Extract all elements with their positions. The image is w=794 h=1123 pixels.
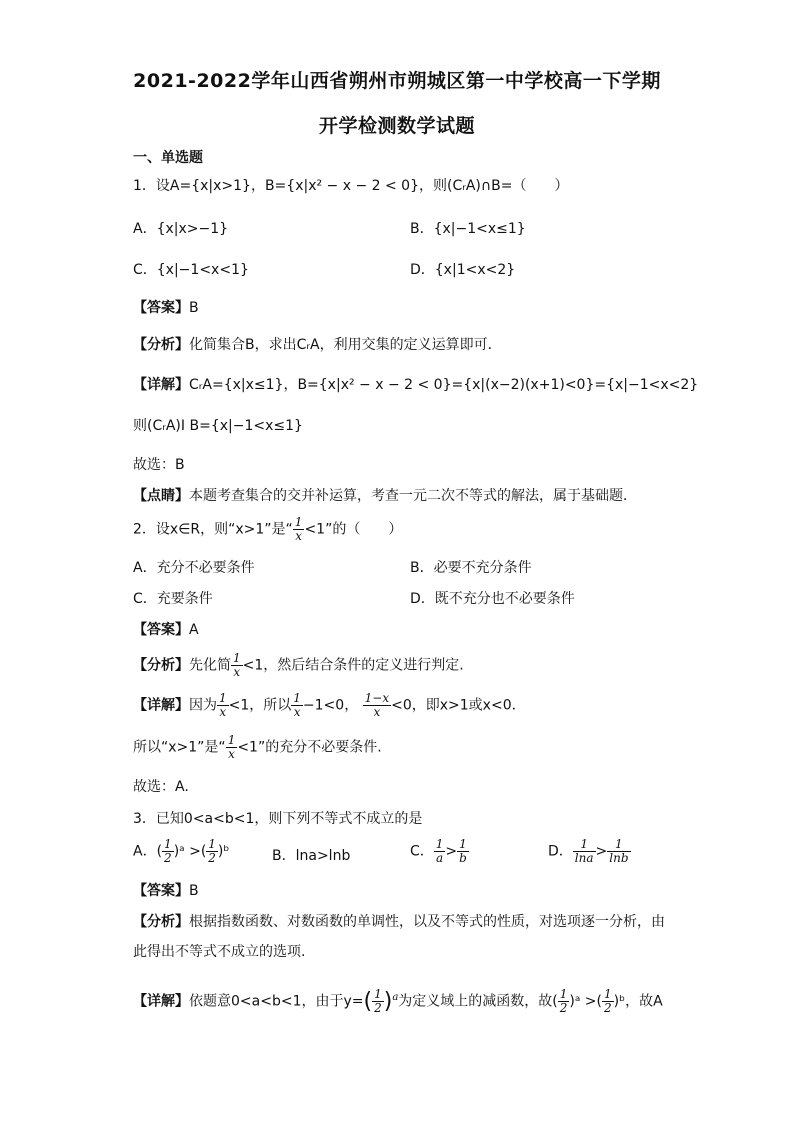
- q1-answer: [133, 297, 199, 317]
- answer-value: B: [189, 883, 199, 899]
- analysis-text: 化简集合B，求出CᵣA，利用交集的定义运算即可．: [189, 337, 502, 353]
- detail-text-b: <1，所以: [228, 697, 292, 714]
- paren-open: (: [363, 989, 373, 1014]
- fraction-denominator: 2: [374, 1001, 382, 1015]
- fraction-denominator: 2: [208, 851, 216, 865]
- fraction-denominator: b: [459, 851, 467, 865]
- fraction-denominator: x: [228, 747, 235, 761]
- q2-conclusion: 故选：A.: [133, 779, 189, 795]
- q2-option-d: D．既不充分也不必要条件: [410, 591, 575, 607]
- option-c-mid: >: [445, 843, 458, 860]
- fraction-numerator: 1: [164, 837, 172, 851]
- q2-analysis: [133, 652, 464, 679]
- fraction-numerator: 1−x: [364, 691, 390, 705]
- q2-stem-suffix: <1”的（ ）: [304, 521, 403, 538]
- paren-close: ): [383, 989, 393, 1014]
- fraction-numerator: 1: [219, 691, 227, 705]
- fraction-1-over-2: [558, 988, 570, 1015]
- q2-option-c: C．充要条件: [133, 591, 213, 607]
- document-title-line2: 开学检测数学试题: [318, 115, 475, 137]
- fraction-1-over-lnb: [607, 838, 630, 865]
- fraction-numerator: 1: [604, 987, 612, 1001]
- fraction-1-over-2: [372, 988, 384, 1015]
- answer-tag: 【答案】: [133, 300, 189, 316]
- detail-tag: 【详解】: [133, 377, 189, 393]
- fraction-denominator: lna: [574, 851, 594, 865]
- q3-option-b: B．lna>lnb: [272, 848, 351, 864]
- q2-option-b: B．必要不充分条件: [410, 560, 532, 576]
- answer-value: B: [189, 300, 199, 316]
- detail2-prefix: 所以“x>1”是“: [133, 739, 226, 756]
- fraction-denominator: a: [436, 851, 444, 865]
- document-title-line1: 2021-2022学年山西省朔州市朔城区第一中学校高一下学期: [133, 70, 661, 92]
- option-a-prefix: A．(: [133, 843, 163, 860]
- q2-option-a: A．充分不必要条件: [133, 560, 255, 576]
- fraction-1-over-a: [434, 838, 446, 865]
- fraction-denominator: 2: [164, 851, 172, 865]
- fraction-1-over-x: [217, 692, 229, 719]
- detail-text-c: −1<0，: [302, 697, 359, 714]
- analysis-text-suffix: <1，然后结合条件的定义进行判定.: [242, 657, 464, 674]
- fraction-numerator: 1: [457, 838, 469, 852]
- fraction-denominator: 2: [604, 1001, 612, 1015]
- answer-tag: 【答案】: [133, 883, 189, 899]
- fraction-numerator: 1: [559, 987, 568, 1001]
- fraction-1-minus-x-over-x: [363, 692, 391, 719]
- fraction-numerator: 1: [435, 837, 444, 851]
- detail-mid: 为定义域上的减函数，故(: [398, 993, 558, 1010]
- q3-stem: 3．已知0<a<b<1，则下列不等式不成立的是: [133, 811, 423, 827]
- q3-analysis-line2: 此得出不等式不成立的选项.: [133, 944, 306, 960]
- detail2-suffix: <1”的充分不必要条件.: [237, 739, 382, 756]
- option-a-suffix: )ᵇ: [217, 843, 230, 860]
- fraction-1-over-lna: [573, 838, 596, 865]
- fraction-denominator: x: [373, 705, 381, 719]
- q1-analysis: [133, 334, 502, 354]
- analysis-tag: 【分析】: [133, 914, 189, 930]
- q1-detail-line2: 则(CᵣA)I B={x|−1<x≤1}: [133, 418, 303, 434]
- option-d-prefix: D．: [548, 843, 573, 860]
- detail-suffix: )ᵇ，故A: [613, 993, 663, 1010]
- detail-text-d: <0，即x>1或x<0．: [391, 697, 526, 714]
- analysis-tag: 【分析】: [133, 657, 189, 674]
- q2-stem: [133, 516, 402, 543]
- q2-answer: [133, 619, 199, 639]
- q2-detail-line2: [133, 734, 382, 761]
- fraction-1-over-x: [231, 652, 243, 679]
- q1-option-b: B．{x|−1<x≤1}: [410, 221, 526, 237]
- q3-option-c: [410, 838, 469, 865]
- detail-mid2: )ᵃ >(: [569, 993, 602, 1010]
- q3-detail: [133, 988, 663, 1015]
- fraction-numerator: 1: [233, 651, 241, 665]
- q1-stem: 1．设A={x|x>1}，B={x|x² − x − 2 < 0}，则(CᵣA)∩B=（ ）: [133, 178, 569, 194]
- detail-tag: 【详解】: [133, 993, 189, 1010]
- fraction-1-over-2: [602, 988, 614, 1015]
- fraction-denominator: x: [219, 705, 227, 719]
- q3-answer: [133, 880, 199, 900]
- fraction-numerator: 1: [607, 838, 630, 852]
- fraction-denominator: x: [233, 665, 241, 679]
- analysis-text: 根据指数函数、对数函数的单调性，以及不等式的性质，对选项逐一分析，由: [189, 914, 665, 930]
- fraction-1-over-2: [162, 838, 174, 865]
- detail-prefix: 依题意0<a<b<1，由于y=: [189, 993, 364, 1010]
- fraction-numerator: 1: [573, 838, 596, 852]
- analysis-text-prefix: 先化简: [189, 657, 231, 674]
- fraction-denominator: 2: [559, 1001, 568, 1015]
- q1-option-d: D．{x|1<x<2}: [410, 262, 516, 278]
- fraction-denominator: x: [293, 705, 301, 719]
- fraction-numerator: 1: [227, 733, 236, 747]
- q1-option-a: A．{x|x>−1}: [133, 221, 229, 237]
- q1-option-c: C．{x|−1<x<1}: [133, 262, 249, 278]
- fraction-denominator: x: [295, 529, 302, 543]
- option-a-mid: )ᵃ >(: [173, 843, 207, 860]
- fraction-numerator: 1: [293, 691, 301, 705]
- fraction-numerator: 1: [208, 837, 216, 851]
- option-c-prefix: C．: [410, 843, 434, 860]
- fraction-numerator: 1: [294, 515, 303, 529]
- q1-note: [133, 485, 637, 505]
- note-tag: 【点睛】: [133, 488, 189, 504]
- section-heading: 一、单选题: [133, 150, 203, 166]
- fraction-numerator: 1: [374, 987, 382, 1001]
- note-text: 本题考查集合的交并补运算，考查一元二次不等式的解法，属于基础题．: [189, 488, 637, 504]
- q3-option-a: [133, 838, 229, 865]
- fraction-1-over-2: [206, 838, 218, 865]
- q1-conclusion: 故选：B: [133, 457, 185, 473]
- exponent: a: [392, 991, 399, 1003]
- fraction-1-over-b: [457, 838, 469, 865]
- q3-option-d: [548, 838, 631, 865]
- detail-tag: 【详解】: [133, 697, 189, 714]
- q1-detail: [133, 374, 698, 394]
- q2-stem-prefix: 2．设x∈R，则“x>1”是“: [133, 521, 293, 538]
- fraction-1-over-x: [293, 516, 305, 543]
- q3-analysis: [133, 911, 665, 931]
- detail-text: CᵣA={x|x≤1}，B={x|x² − x − 2 < 0}={x|(x−2)(x+1)<0}={x|−1<x<2}: [189, 377, 699, 393]
- answer-value: A: [189, 622, 199, 638]
- answer-tag: 【答案】: [133, 622, 189, 638]
- detail-text-a: 因为: [189, 697, 217, 714]
- option-d-mid: >: [595, 843, 608, 860]
- fraction-1-over-x: [226, 734, 238, 761]
- fraction-denominator: lnb: [609, 851, 629, 865]
- analysis-tag: 【分析】: [133, 337, 189, 353]
- fraction-1-over-x: [291, 692, 303, 719]
- q2-detail: [133, 692, 526, 719]
